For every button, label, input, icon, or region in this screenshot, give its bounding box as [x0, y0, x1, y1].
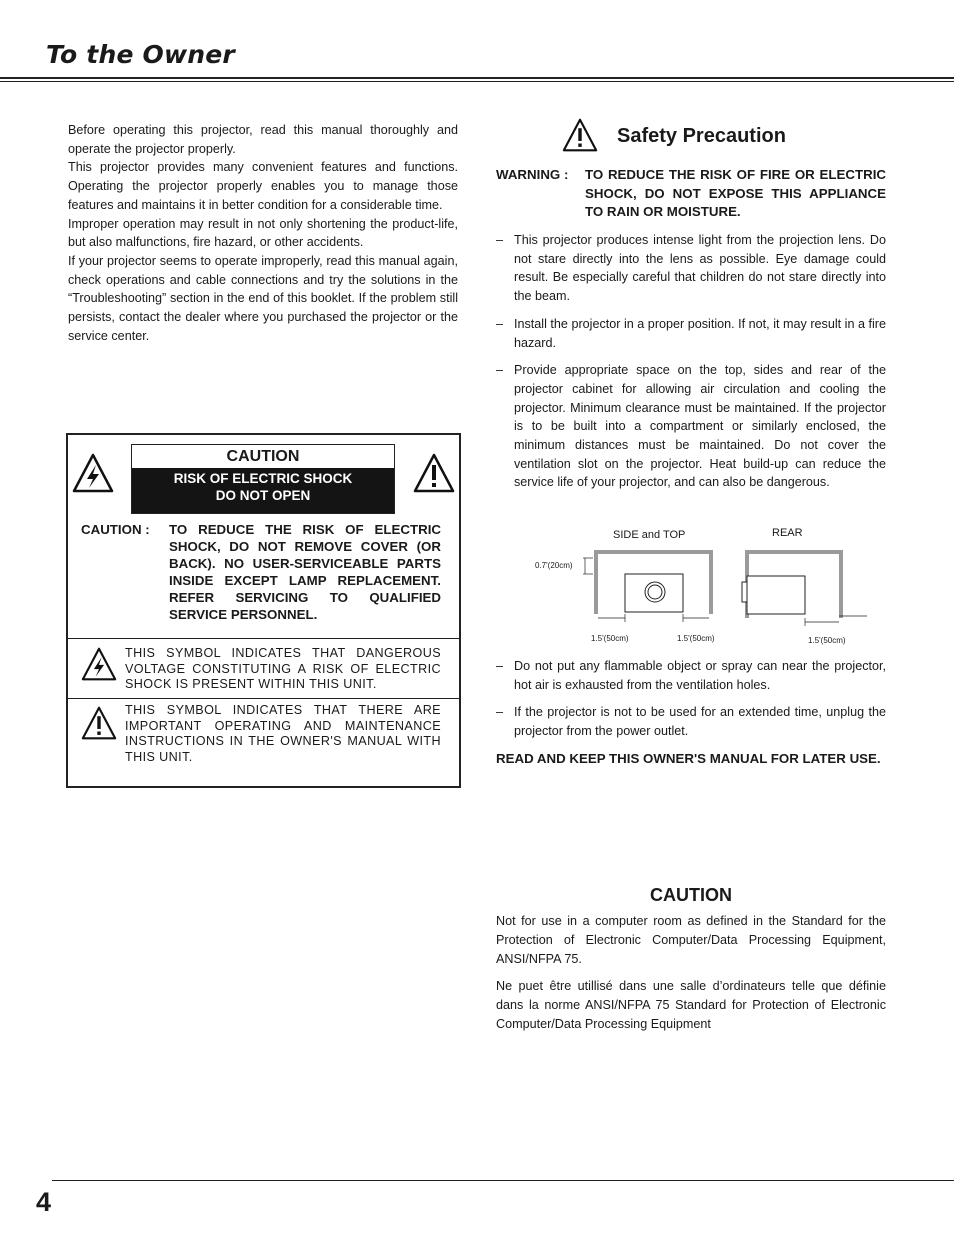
bullet-item — [496, 703, 886, 740]
caution-label — [131, 444, 395, 514]
symbol-2-description: THIS SYMBOL INDICATES THAT THERE ARE IMPORTANT OPERATING AND MAINTENANCE INSTRUCTIONS IN THE OWNER'S MANUAL WITH THIS UNIT. — [125, 703, 441, 764]
bullet-dash: – — [496, 316, 504, 331]
bullet-text: Do not put any flammable object or spray can near the projector, hot air is exhausted from the ventilation holes. — [514, 659, 886, 692]
intro-paragraph: If your projector seems to operate improperly, read this manual again, check operations and cable connections and try the solutions in the “Troubleshooting” section in the end of this booklet. If the problem still persists, contact the dealer where you purchased the projector or the service center. — [68, 253, 458, 343]
bullet-text: Install the projector in a proper position. If not, it may result in a fire hazard. — [514, 316, 886, 350]
symbol-1-description: THIS SYMBOL INDICATES THAT DANGEROUS VOLTAGE CONSTITUTING A RISK OF ELECTRIC SHOCK IS PRESENT WITHIN THIS UNIT. — [125, 646, 441, 692]
left-clearance-label: 1.5'(50cm) — [591, 634, 629, 643]
exclamation-warning-icon — [413, 453, 455, 493]
safety-bullets-a — [496, 231, 886, 501]
top-clearance-label: 0.7'(20cm) — [535, 561, 573, 570]
warning-text: TO REDUCE THE RISK OF FIRE OR ELECTRIC SHOCK, DO NOT EXPOSE THIS APPLIANCE TO RAIN OR MOISTURE. — [585, 167, 886, 220]
side-top-label: SIDE and TOP — [613, 529, 686, 541]
intro-paragraph: Before operating this projector, read this manual thoroughly and operate the projector properly. — [68, 123, 458, 156]
read-and-keep-notice: READ AND KEEP THIS OWNER'S MANUAL FOR LATER USE. — [496, 751, 881, 766]
footer-rule — [52, 1180, 954, 1181]
right-clearance-label: 1.5'(50cm) — [677, 634, 715, 643]
clearance-drawing — [533, 520, 873, 650]
caution-text-english: Not for use in a computer room as defined in the Standard for the Protection of Electronic Computer/Data Processing Equipment, ANSI/NFPA 75. — [496, 914, 886, 966]
page-title: To the Owner — [46, 40, 235, 69]
risk-line-1: RISK OF ELECTRIC SHOCK — [173, 471, 353, 486]
bullet-text: Provide appropriate space on the top, sides and rear of the projector cabinet for allowing air circulation and cooling the projector. Minimum clearance must be maintained. If the projector is to be built into a compartment or similarly enclosed, the minimum distances must be maintained. Do not cover the ventilation slot on the projector. Heat build-up can reduce the service life of your projector, and can also be dangerous. — [514, 363, 886, 490]
bullet-dash: – — [496, 233, 504, 247]
projector-top-view — [625, 574, 683, 612]
divider — [68, 638, 459, 639]
bullet-item — [496, 361, 886, 492]
caution-statement-text: TO REDUCE THE RISK OF ELECTRIC SHOCK, DO NOT REMOVE COVER (OR BACK). NO USER-SERVICEABLE PARTS INSIDE EXCEPT LAMP REPLACEMENT. REFER SERVICING TO QUALIFIED SERVICE PERSONNEL. — [169, 522, 441, 622]
safety-precaution-heading: Safety Precaution — [617, 125, 786, 147]
intro-section — [68, 121, 458, 345]
projector-rear-view — [747, 576, 805, 614]
clearance-diagram — [533, 520, 873, 650]
header-rule — [0, 77, 954, 79]
header-rule-thin — [0, 81, 954, 82]
divider — [68, 698, 459, 699]
risk-line-2: DO NOT OPEN — [215, 488, 311, 503]
electric-shock-symbol-icon — [81, 647, 117, 681]
caution-statement-label: CAUTION : — [81, 522, 150, 537]
bullet-dash: – — [496, 659, 504, 673]
caution-label-risk — [132, 468, 394, 513]
caution-text-french: Ne puet être utillisé dans une salle d’ordinateurs telle que définie dans la norme ANSI/NFPA 75 Standard for Protection of Electronic Computer/Data Processing Equipment — [496, 979, 886, 1031]
rear-label: REAR — [772, 527, 803, 539]
bullet-text: This projector produces intense light from the projection lens. Do not stare directly into the lens as possible. Eye damage could result. Be especially careful that children do not stare directly into the beam. — [514, 233, 886, 304]
safety-bullets-b — [496, 657, 886, 750]
caution-heading: CAUTION — [650, 885, 732, 905]
bullet-item — [496, 657, 886, 694]
bullet-dash: – — [496, 363, 504, 378]
intro-paragraph: Improper operation may result in not only shortening the product-life, but also malfunctions, fire hazard, or other accidents. — [68, 216, 458, 250]
safety-warning-icon — [562, 118, 598, 152]
intro-paragraph: This projector provides many convenient features and functions. Operating the projector properly enables you to manage those features and maintains it in better condition for a considerable time. — [68, 160, 458, 212]
caution-box — [66, 433, 461, 788]
bullet-dash: – — [496, 705, 504, 720]
exclamation-symbol-icon — [81, 706, 117, 740]
electric-shock-warning-icon — [72, 453, 114, 493]
caution-label-heading: CAUTION — [226, 448, 300, 465]
warning-label: WARNING : — [496, 167, 569, 182]
rear-clearance-label: 1.5'(50cm) — [808, 636, 846, 645]
bullet-item — [496, 231, 886, 306]
bullet-text: If the projector is not to be used for an extended time, unplug the projector from the power outlet. — [514, 705, 886, 739]
bullet-item — [496, 315, 886, 352]
page-number: 4 — [36, 1187, 52, 1217]
